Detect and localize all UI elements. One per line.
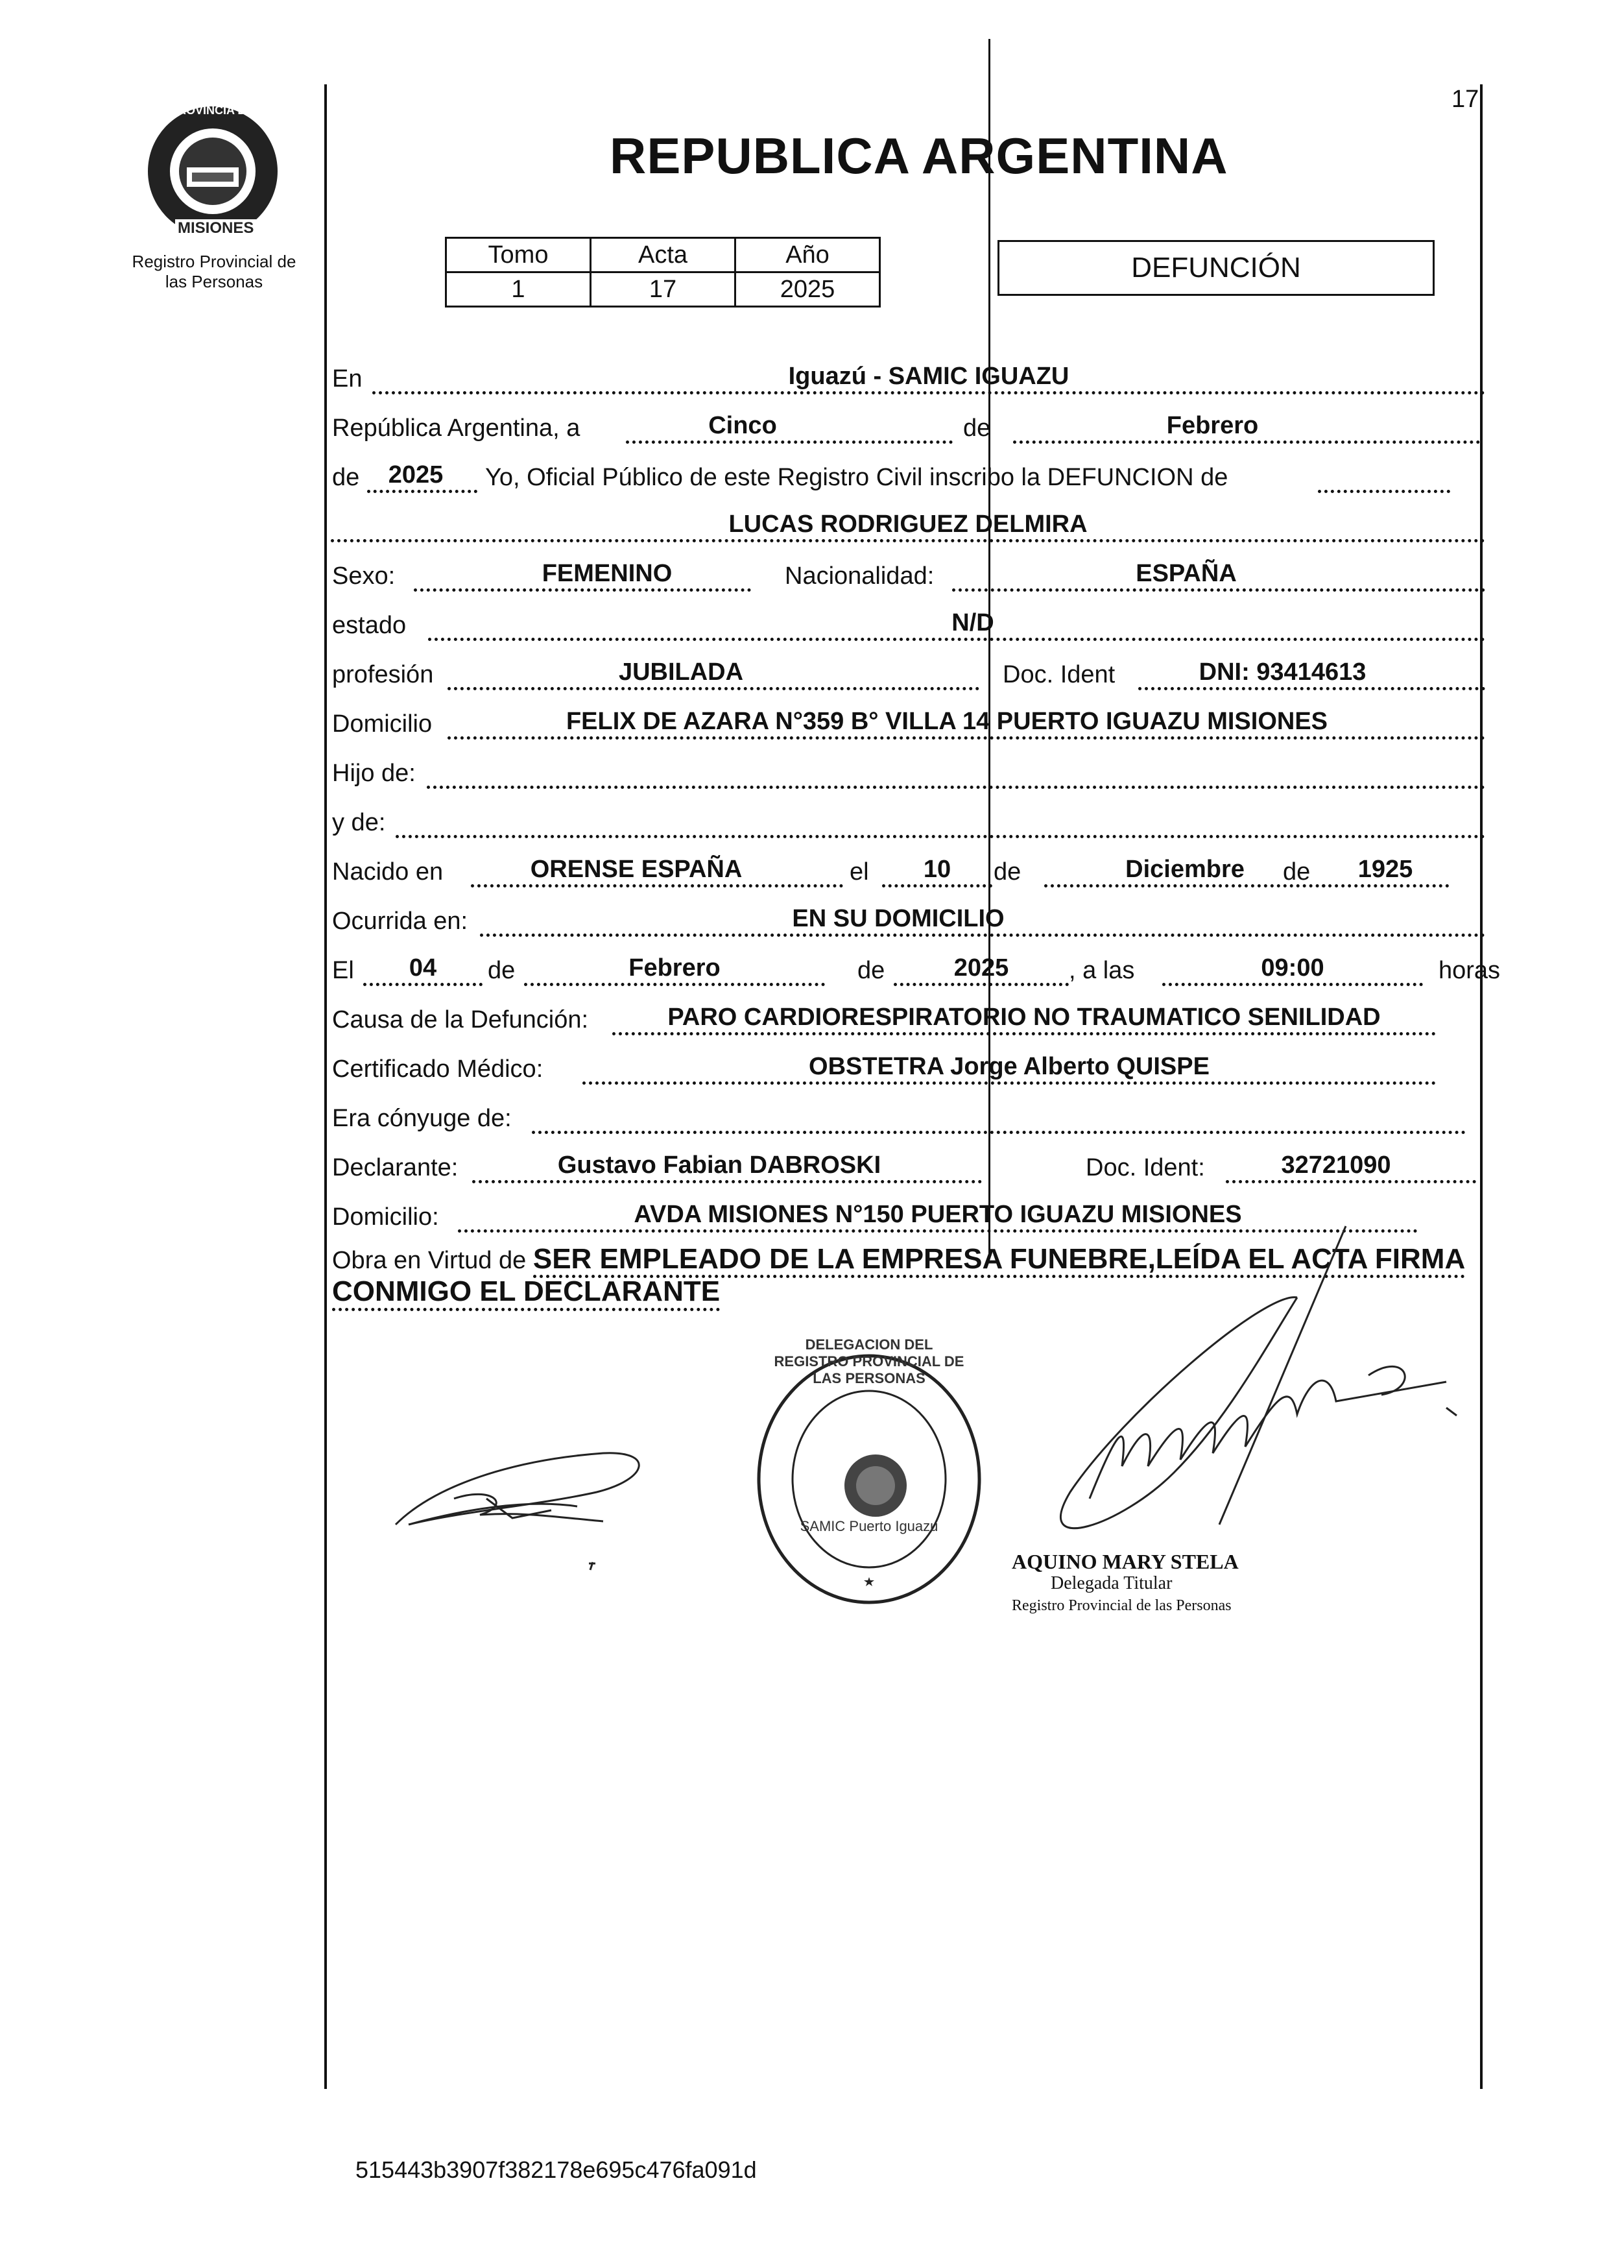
stamp-ring-text: DELEGACION DEL REGISTRO PROVINCIAL DE LAS PERSONAS xyxy=(774,1336,964,1386)
profesion-label: profesión xyxy=(332,661,434,688)
obra-label: Obra en Virtud de xyxy=(332,1247,527,1274)
header-tomo: Tomo xyxy=(446,238,591,272)
en-label: En xyxy=(332,365,363,392)
row-causa xyxy=(331,999,1485,1038)
official-org: Registro Provincial de las Personas xyxy=(1012,1597,1232,1614)
ocurrida-label: Ocurrida en: xyxy=(332,908,468,935)
def-de-label: de xyxy=(488,957,516,984)
left-margin-line xyxy=(324,84,327,2089)
row-declarante xyxy=(331,1147,1485,1186)
page-title: REPUBLICA ARGENTINA xyxy=(610,127,1228,184)
deceased-name: LUCAS RODRIGUEZ DELMIRA xyxy=(728,511,1088,538)
row-nacido xyxy=(331,851,1485,890)
nacido-label: Nacido en xyxy=(332,858,444,886)
row-sexo xyxy=(331,555,1485,594)
de-label-2: de xyxy=(332,464,360,491)
def-anio-value: 2025 xyxy=(953,954,1009,982)
mes-value: Febrero xyxy=(1166,412,1259,439)
row-ocurrida xyxy=(331,900,1485,939)
horas-label: horas xyxy=(1439,957,1501,984)
de-label: de xyxy=(963,415,991,442)
row-profesion xyxy=(331,654,1485,693)
en-value: Iguazú - SAMIC IGUAZU xyxy=(788,363,1069,390)
y-de-dots xyxy=(396,804,1485,838)
logo-text-bottom: MISIONES xyxy=(175,219,256,237)
sexo-value: FEMENINO xyxy=(542,560,673,587)
nac-mes-value: Diciembre xyxy=(1125,856,1245,883)
row-fecha-defuncion xyxy=(331,950,1501,989)
official-registry-stamp xyxy=(752,1349,986,1609)
nac-de-label: de xyxy=(994,858,1021,886)
row-certificado xyxy=(331,1048,1485,1087)
row-nombre xyxy=(331,506,1485,545)
declarante-label: Declarante: xyxy=(332,1154,459,1181)
anio-value: 2025 xyxy=(388,461,444,489)
profesion-value: JUBILADA xyxy=(618,658,744,686)
official-signature xyxy=(992,1220,1485,1583)
document-hash: 515443b3907f382178e695c476fa091d xyxy=(355,2156,757,2183)
nacionalidad-label: Nacionalidad: xyxy=(785,562,935,590)
nac-anio-value: 1925 xyxy=(1357,856,1413,883)
inscribo-text: Yo, Oficial Público de este Registro Civil inscribo la DEFUNCION de xyxy=(485,464,1228,491)
y-de-label: y de: xyxy=(332,809,386,836)
record-table xyxy=(445,237,881,308)
hora-value: 09:00 xyxy=(1261,954,1324,982)
doc-ident-label: Doc. Ident xyxy=(1003,661,1116,688)
republica-label: República Argentina, a xyxy=(332,415,580,442)
hijo-label: Hijo de: xyxy=(332,760,416,787)
estado-label: estado xyxy=(332,612,407,639)
domicilio-2-label: Domicilio: xyxy=(332,1203,439,1231)
stamp-inner-text: SAMIC Puerto Iguazu xyxy=(800,1518,938,1534)
def-de-label-2: de xyxy=(857,957,885,984)
causa-label: Causa de la Defunción: xyxy=(332,1006,589,1033)
domicilio-2-value: AVDA MISIONES N°150 PUERTO IGUAZU MISIONES xyxy=(634,1201,1242,1228)
record-table-header-row xyxy=(446,238,880,272)
dia-value: Cinco xyxy=(708,412,777,439)
inscribo-dots xyxy=(1318,459,1450,493)
doc-ident-value: DNI: 93414613 xyxy=(1199,658,1367,686)
row-conyuge xyxy=(331,1098,1485,1137)
declarante-value: Gustavo Fabian DABROSKI xyxy=(557,1152,881,1179)
estado-value: N/D xyxy=(951,609,994,636)
record-table-value-row xyxy=(446,272,880,307)
declarant-signature xyxy=(383,1434,668,1576)
doc-ident-2-label: Doc. Ident: xyxy=(1086,1154,1205,1181)
hijo-dots xyxy=(427,754,1485,789)
row-estado xyxy=(331,605,1485,644)
row-en xyxy=(331,358,1485,397)
obra-value-line-1: SER EMPLEADO DE LA EMPRESA FUNEBRE,LEÍDA EL ACTA FIRMA xyxy=(533,1243,1465,1278)
official-title: Delegada Titular xyxy=(1051,1573,1173,1593)
official-name: AQUINO MARY STELA xyxy=(1012,1550,1239,1573)
organization-line-1: Registro Provincial de xyxy=(132,252,296,271)
obra-value-line-2: CONMIGO EL DECLARANTE xyxy=(332,1275,720,1311)
official-stamp-text xyxy=(1012,1550,1239,1617)
el-label: el xyxy=(850,858,869,886)
def-dia-value: 04 xyxy=(409,954,437,982)
nacionalidad-value: ESPAÑA xyxy=(1136,560,1237,587)
certificado-label: Certificado Médico: xyxy=(332,1056,543,1083)
header-acta: Acta xyxy=(591,238,735,272)
sexo-label: Sexo: xyxy=(332,562,396,590)
value-acta: 17 xyxy=(591,272,735,307)
el-2-label: El xyxy=(332,957,354,984)
organization-name xyxy=(110,252,318,292)
def-mes-value: Febrero xyxy=(628,954,721,982)
page-number: 17 xyxy=(1451,86,1479,113)
value-anio: 2025 xyxy=(735,272,880,307)
ocurrida-value: EN SU DOMICILIO xyxy=(792,905,1005,932)
causa-value: PARO CARDIORESPIRATORIO NO TRAUMATICO SENILIDAD xyxy=(667,1004,1381,1031)
row-y-de xyxy=(331,802,1485,841)
domicilio-label: Domicilio xyxy=(332,710,433,738)
certificado-value: OBSTETRA Jorge Alberto QUISPE xyxy=(809,1053,1210,1080)
organization-line-2: las Personas xyxy=(165,272,263,291)
conyuge-label: Era cónyuge de: xyxy=(332,1105,512,1132)
act-type-box: DEFUNCIÓN xyxy=(997,240,1435,296)
nacido-value: ORENSE ESPAÑA xyxy=(530,856,743,883)
value-tomo: 1 xyxy=(446,272,591,307)
row-inscripcion xyxy=(331,457,1485,496)
row-domicilio xyxy=(331,703,1485,742)
alas-label: , a las xyxy=(1069,957,1135,984)
nac-dia-value: 10 xyxy=(923,856,951,883)
logo-text-top: PROVINCIA DE xyxy=(170,104,254,117)
domicilio-value: FELIX DE AZARA N°359 B° VILLA 14 PUERTO IGUAZU MISIONES xyxy=(566,708,1328,735)
conyuge-dots xyxy=(532,1100,1466,1134)
nac-de-label-2: de xyxy=(1283,858,1311,886)
row-hijo-de xyxy=(331,753,1485,791)
header-anio: Año xyxy=(735,238,880,272)
row-fecha-inscripcion xyxy=(331,407,1485,446)
doc-ident-2-value: 32721090 xyxy=(1281,1152,1391,1179)
